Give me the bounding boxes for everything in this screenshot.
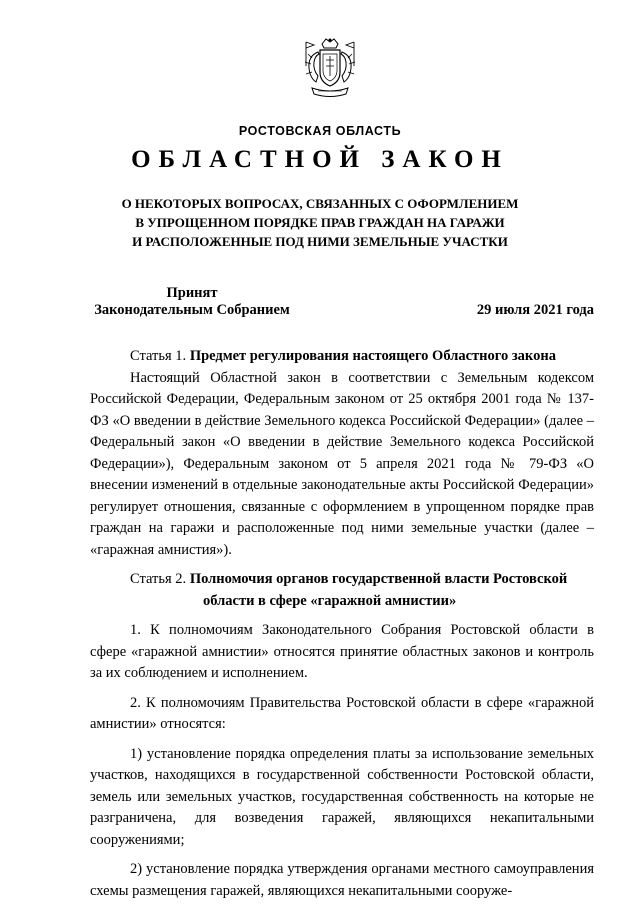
article-1-heading	[90, 346, 594, 368]
article-title: Полномочия органов государственной власти Ростовской области в сфере «гаражной амнистии»	[189, 571, 568, 609]
region-name: РОСТОВСКАЯ ОБЛАСТЬ	[238, 124, 402, 138]
adoption-label	[92, 285, 292, 319]
article-1-text: Настоящий Областной закон в соответствии с Земельным кодексом Российской Федерации, Федеральным законом от 25 октября 2001 года № 137-ФЗ «О введении в действие Земельного кодекса Российской Федерации» (далее – Федеральный закон «О введении в действие Земельного кодекса Российской Федерации»), Федеральным законом от 5 апреля 2021 года № 79-ФЗ «О внесении изменений в отдельные законодательные акты Российской Федерации» регулирует отношения, связанные с оформлением в упрощенном порядке прав граждан на гаражи и расположенные под ними земельные участки (далее – «гаражная амнистия»).	[90, 369, 594, 558]
adoption-date: 29 июля 2021 года	[476, 302, 594, 318]
coat-of-arms-icon	[300, 36, 360, 100]
article-2-paragraph: 1. К полномочиям Законодательного Собрания Ростовской области в сфере «гаражной амнистии» относятся принятие областных законов и контроль за их соблюдением и исполнением.	[90, 622, 594, 681]
law-title-line: О НЕКОТОРЫХ ВОПРОСАХ, СВЯЗАННЫХ С ОФОРМЛЕНИЕМ	[121, 196, 519, 211]
law-title-line: В УПРОЩЕННОМ ПОРЯДКЕ ПРАВ ГРАЖДАН НА ГАРАЖИ	[135, 215, 505, 230]
article-2-paragraph: 2. К полномочиям Правительства Ростовской области в сфере «гаражной амнистии» относятся:	[90, 694, 594, 732]
article-title: Предмет регулирования настоящего Областного закона	[189, 348, 556, 364]
adoption-label-line1: Принят	[166, 285, 218, 301]
article-number: Статья 1.	[130, 348, 187, 364]
law-title-line: И РАСПОЛОЖЕННЫЕ ПОД НИМИ ЗЕМЕЛЬНЫЕ УЧАСТКИ	[132, 234, 508, 249]
law-title	[60, 194, 580, 251]
article-2-paragraph: 2) установление порядка утверждения органами местного самоуправления схемы размещения гаражей, являющихся некапитальными сооруже-	[90, 861, 594, 899]
article-2-heading	[90, 569, 594, 612]
document-type: ОБЛАСТНОЙ ЗАКОН	[131, 146, 509, 173]
adoption-label-line2: Законодательным Собранием	[94, 302, 290, 318]
article-number: Статья 2.	[130, 571, 187, 587]
law-body	[90, 346, 594, 902]
article-2-paragraph: 1) установление порядка определения платы за использование земельных участков, находящихся в государственной собственности Ростовской области, земель или земельных участков, государственная собственность на которые не разграничена, для возведения гаражей, являющихся некапитальными сооружениями;	[90, 745, 594, 848]
